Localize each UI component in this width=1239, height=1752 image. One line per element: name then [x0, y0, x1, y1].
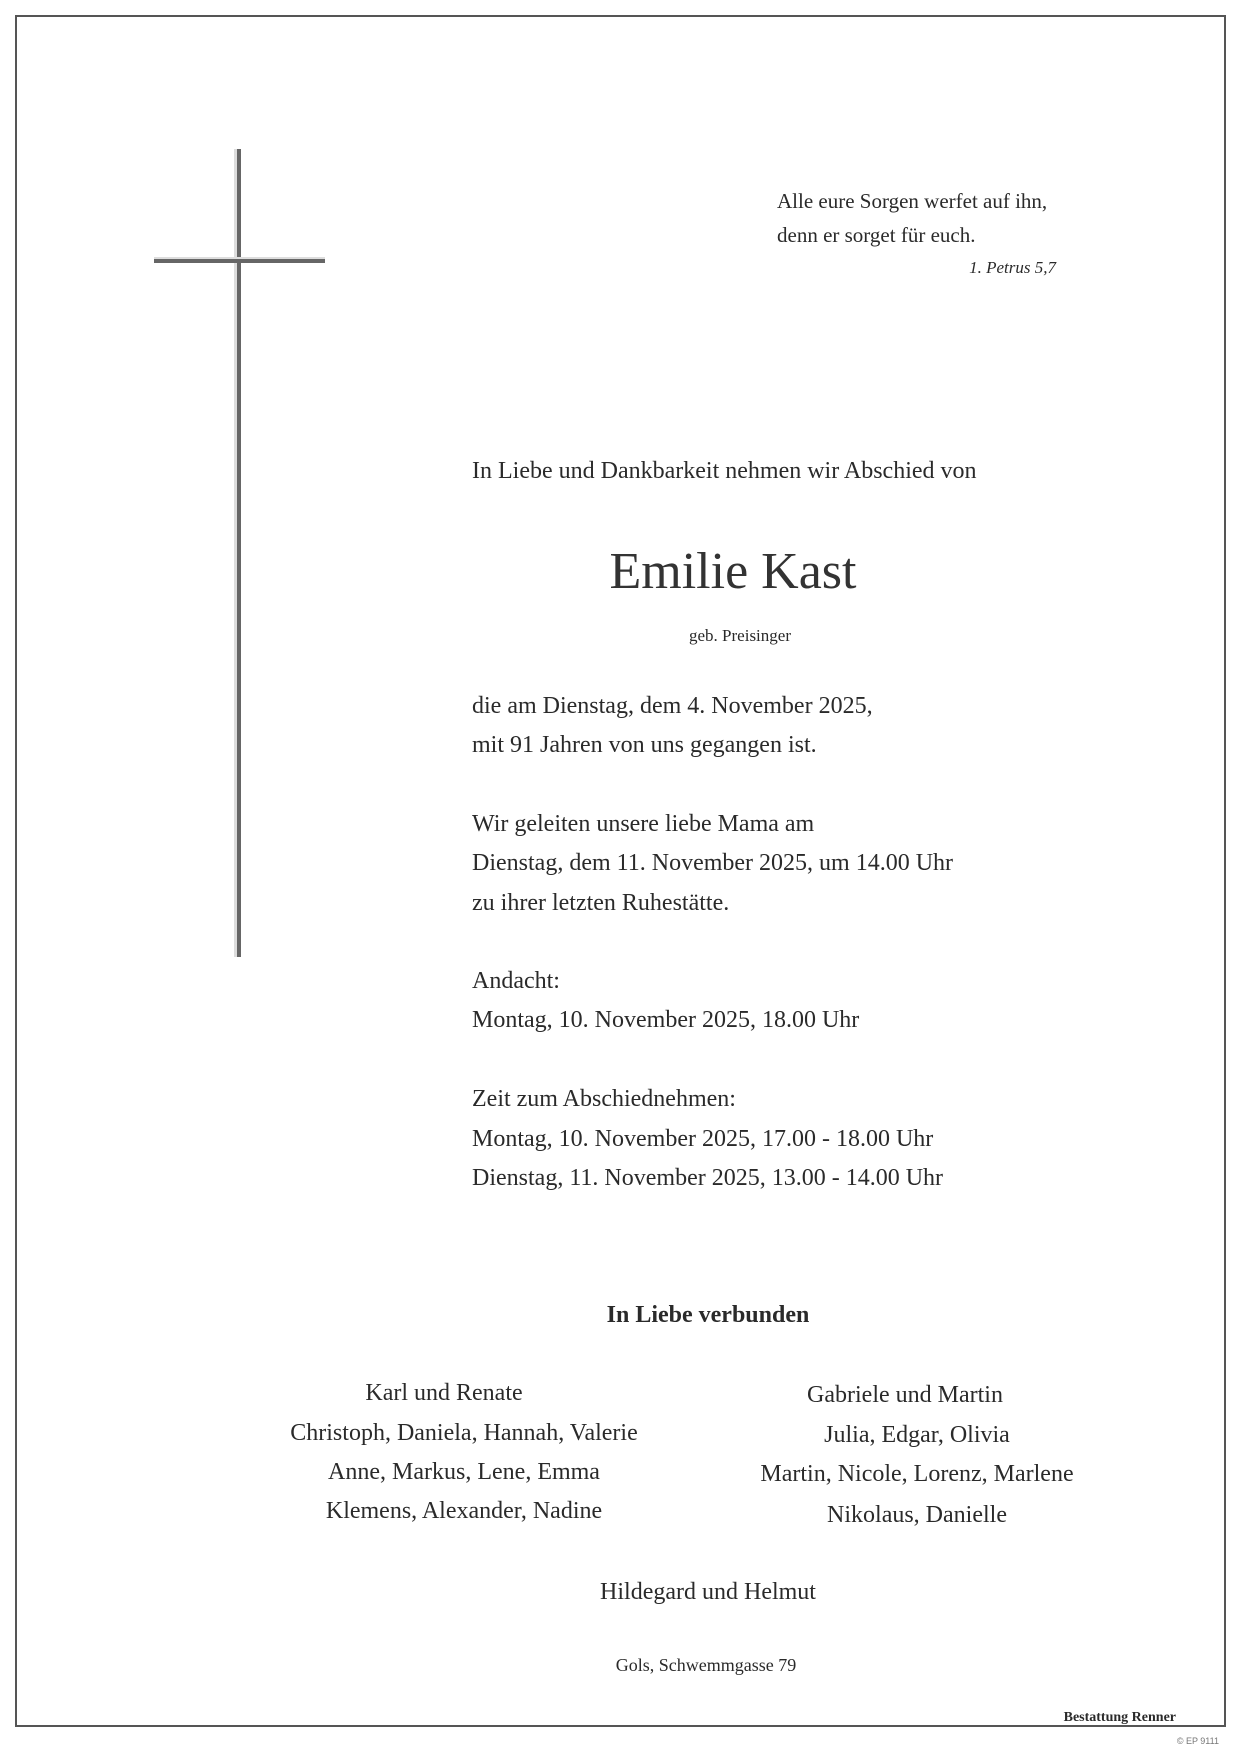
funeral-line-2: Dienstag, dem 11. November 2025, um 14.00 Uhr	[472, 850, 954, 876]
quote-reference: 1. Petrus 5,7	[969, 258, 1056, 277]
family-left-3: Anne, Markus, Lene, Emma	[328, 1459, 600, 1485]
family-right-1: Gabriele und Martin	[807, 1382, 1003, 1408]
deceased-name: Emilie Kast	[609, 543, 857, 600]
andacht-time: Montag, 10. November 2025, 18.00 Uhr	[472, 1007, 860, 1033]
farewell-label: Zeit zum Abschiednehmen:	[472, 1086, 736, 1112]
undertaker: Bestattung Renner	[1063, 1710, 1176, 1725]
farewell-time-1: Montag, 10. November 2025, 17.00 - 18.00 Uhr	[472, 1126, 934, 1152]
funeral-line-3: zu ihrer letzten Ruhestätte.	[472, 890, 730, 916]
family-left-2: Christoph, Daniela, Hannah, Valerie	[290, 1420, 638, 1446]
family-right-3: Martin, Nicole, Lorenz, Marlene	[760, 1461, 1074, 1487]
quote-line-2: denn er sorget für euch.	[777, 223, 976, 247]
mourners-heading: In Liebe verbunden	[606, 1302, 810, 1328]
form-code: © EP 9111	[1176, 1736, 1219, 1746]
family-right-2: Julia, Edgar, Olivia	[824, 1422, 1010, 1448]
quote-line-1: Alle eure Sorgen werfet auf ihn,	[777, 189, 1048, 213]
cross-icon-bar	[154, 259, 325, 263]
family-bottom: Hildegard und Helmut	[600, 1579, 816, 1605]
cross-icon	[237, 149, 241, 957]
family-left-1: Karl und Renate	[365, 1380, 523, 1406]
address: Gols, Schwemmgasse 79	[615, 1655, 797, 1675]
intro-text: In Liebe und Dankbarkeit nehmen wir Abschied von	[472, 458, 977, 484]
family-left-4: Klemens, Alexander, Nadine	[325, 1498, 603, 1524]
funeral-line-1: Wir geleiten unsere liebe Mama am	[472, 811, 815, 837]
family-right-4: Nikolaus, Danielle	[827, 1502, 1007, 1528]
andacht-label: Andacht:	[472, 968, 560, 994]
death-line-1: die am Dienstag, dem 4. November 2025,	[472, 693, 873, 719]
death-line-2: mit 91 Jahren von uns gegangen ist.	[472, 732, 817, 758]
maiden-name: geb. Preisinger	[689, 626, 791, 645]
farewell-time-2: Dienstag, 11. November 2025, 13.00 - 14.00 Uhr	[472, 1165, 944, 1191]
